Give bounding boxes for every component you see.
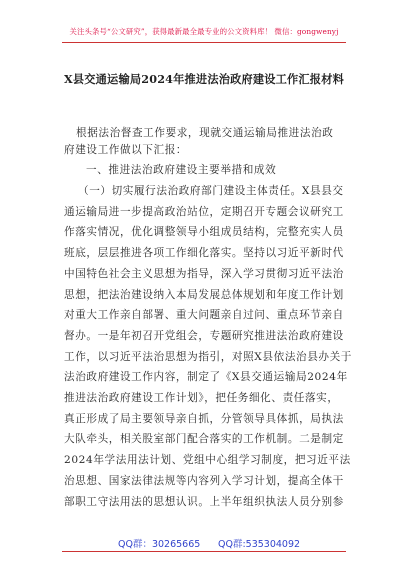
- body-line: 对重大工作亲自部署、重大问题亲自过问、重点环节亲自: [64, 309, 344, 322]
- qq-group-2: QQ群:535304092: [218, 539, 301, 550]
- body-line: 思想，把法治建设纳入本局发展总体规划和年度工作计划: [64, 288, 344, 301]
- body-line: （一）切实履行法治政府部门建设主体责任。X县县交: [78, 185, 344, 197]
- contact-footer: [0, 536, 408, 550]
- body-line: 真正形成了局主要领导亲自抓，分管领导具体抓，局执法: [64, 412, 344, 425]
- body-line: 推进法治政府建设工作计划》，把任务细化、责任落实，: [64, 392, 339, 404]
- body-line: 部职工守法用法的思想认识。上半年组织执法人员分别参: [64, 495, 344, 508]
- body-line: 法治政府建设工作内容，制定了《X县交通运输局2024年: [64, 371, 348, 384]
- body-line: 通运输局进一步提高政治站位，定期召开专题会议研究工: [64, 205, 344, 218]
- body-line: 府建设工作做以下汇报：: [64, 144, 188, 156]
- footer-divider: [62, 551, 346, 552]
- body-line: 中国特色社会主义思想为指导，深入学习贯彻习近平法治: [64, 267, 344, 280]
- body-line: 大队牵头，相关股室部门配合落实的工作机制。二是制定: [64, 433, 344, 446]
- body-line: 督办。一是年初召开党组会，专题研究推进法治政府建设: [64, 329, 344, 342]
- section-heading: 一、推进法治政府建设主要举措和成效: [86, 164, 277, 176]
- body-line: 治思想、国家法律法规等内容列入学习计划，提高全体干: [64, 474, 344, 487]
- header-divider: [62, 42, 346, 43]
- document-title: X县交通运输局2024年推进法治政府建设工作汇报材料: [64, 72, 344, 86]
- body-line: 根据法治督查工作要求，现就交通运输局推进法治政: [76, 127, 334, 139]
- body-line: 班底，层层推进各项工作细化落实。坚持以习近平新时代: [64, 247, 344, 260]
- body-line: 2024年学法用法计划、党组中心组学习制度，把习近平法: [64, 454, 351, 467]
- body-line: 作落实情况，优化调整领导小组成员结构，完整充实人员: [64, 226, 344, 239]
- body-line: 工作，以习近平法治思想为指引，对照X县依法治县办关于: [64, 350, 352, 363]
- promo-banner: 关注头条号“公文研究”，获得最新最全最专业的公文资料库！ 微信：gongwenyj: [69, 27, 339, 36]
- qq-group-1: QQ群：30265665: [118, 539, 201, 550]
